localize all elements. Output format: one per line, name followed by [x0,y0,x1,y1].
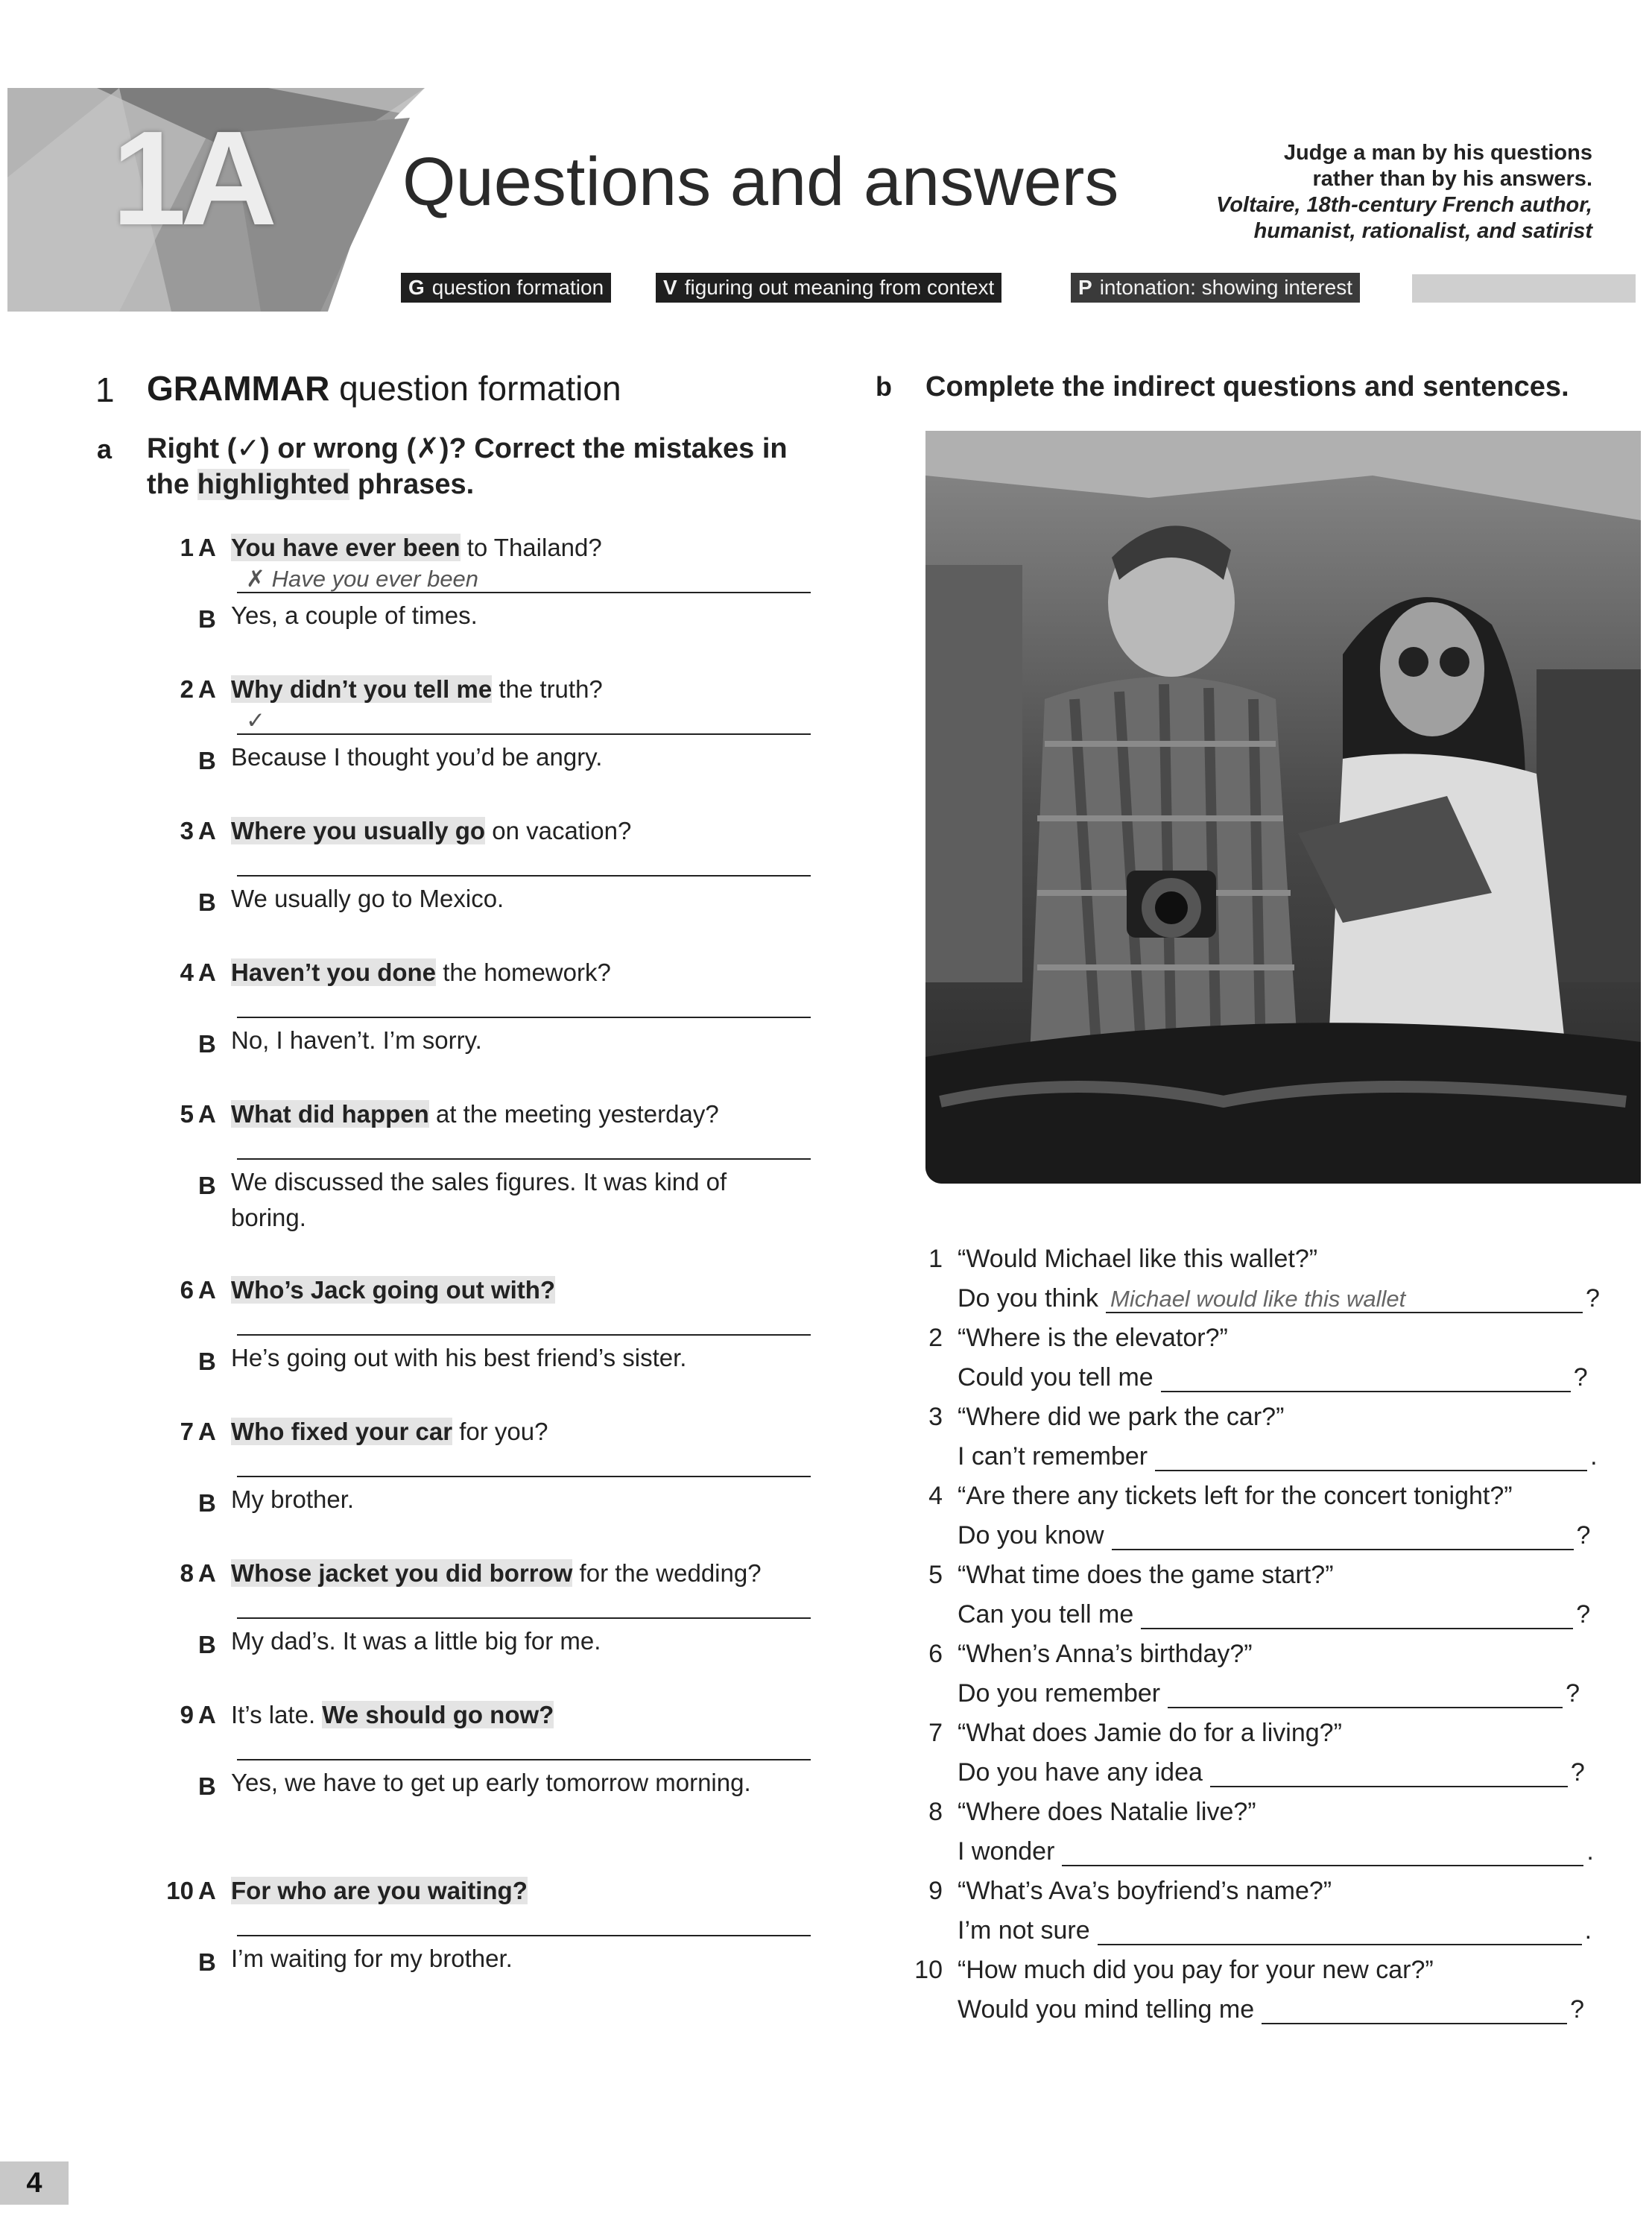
answer-line[interactable] [237,1450,811,1477]
answer-line[interactable]: ✓ [237,708,811,735]
section-title: GRAMMAR question formation [147,369,621,408]
photo-couple-with-camera [925,431,1641,1184]
answer-line[interactable] [237,850,811,877]
chip-grammar: G question formation [401,273,611,303]
section-number: 1 [95,370,115,409]
epigraph-quote [1175,140,1592,244]
answer-blank[interactable] [1210,1760,1568,1787]
answer-line[interactable] [237,991,811,1018]
answer-line[interactable] [237,1910,811,1936]
answer-blank[interactable] [1168,1681,1563,1708]
exercise-b-letter: b [876,371,892,402]
answer-blank[interactable] [1155,1444,1587,1471]
page-number: 4 [0,2161,69,2205]
answer-blank[interactable] [1112,1523,1574,1550]
unit-code: 1A [112,104,272,253]
answer-blank[interactable] [1098,1918,1582,1945]
quote-line: rather than by his answers. [1312,167,1592,191]
answer-line[interactable] [237,1734,811,1760]
exercise-a-letter: a [97,434,113,464]
answer-line[interactable]: ✗ Have you ever been [237,566,811,593]
quote-line: Judge a man by his questions [1283,141,1592,165]
exercise-b-instruction: Complete the indirect questions and sentences. [925,371,1569,402]
answer-blank[interactable] [1141,1602,1573,1629]
answer-blank[interactable]: Michael would like this wallet [1106,1286,1583,1313]
chip-bar-filler [1412,274,1636,303]
answer-line[interactable] [237,1133,811,1160]
answer-blank[interactable] [1062,1839,1583,1866]
answer-blank[interactable] [1161,1365,1571,1392]
quote-attribution: Voltaire, 18th-century French author, [1216,193,1592,217]
answer-line[interactable] [237,1592,811,1619]
answer-blank[interactable] [1262,1997,1567,2024]
chip-pronunciation: P intonation: showing interest [1071,273,1360,303]
answer-line[interactable] [237,1309,811,1336]
exercise-a-instruction: Right (✓) or wrong (✗)? Correct the mistakes in the highlighted phrases. [147,433,788,500]
quote-attribution: humanist, rationalist, and satirist [1253,219,1592,243]
chip-vocabulary: V figuring out meaning from context [656,273,1001,303]
page-title: Questions and answers [402,144,1119,220]
